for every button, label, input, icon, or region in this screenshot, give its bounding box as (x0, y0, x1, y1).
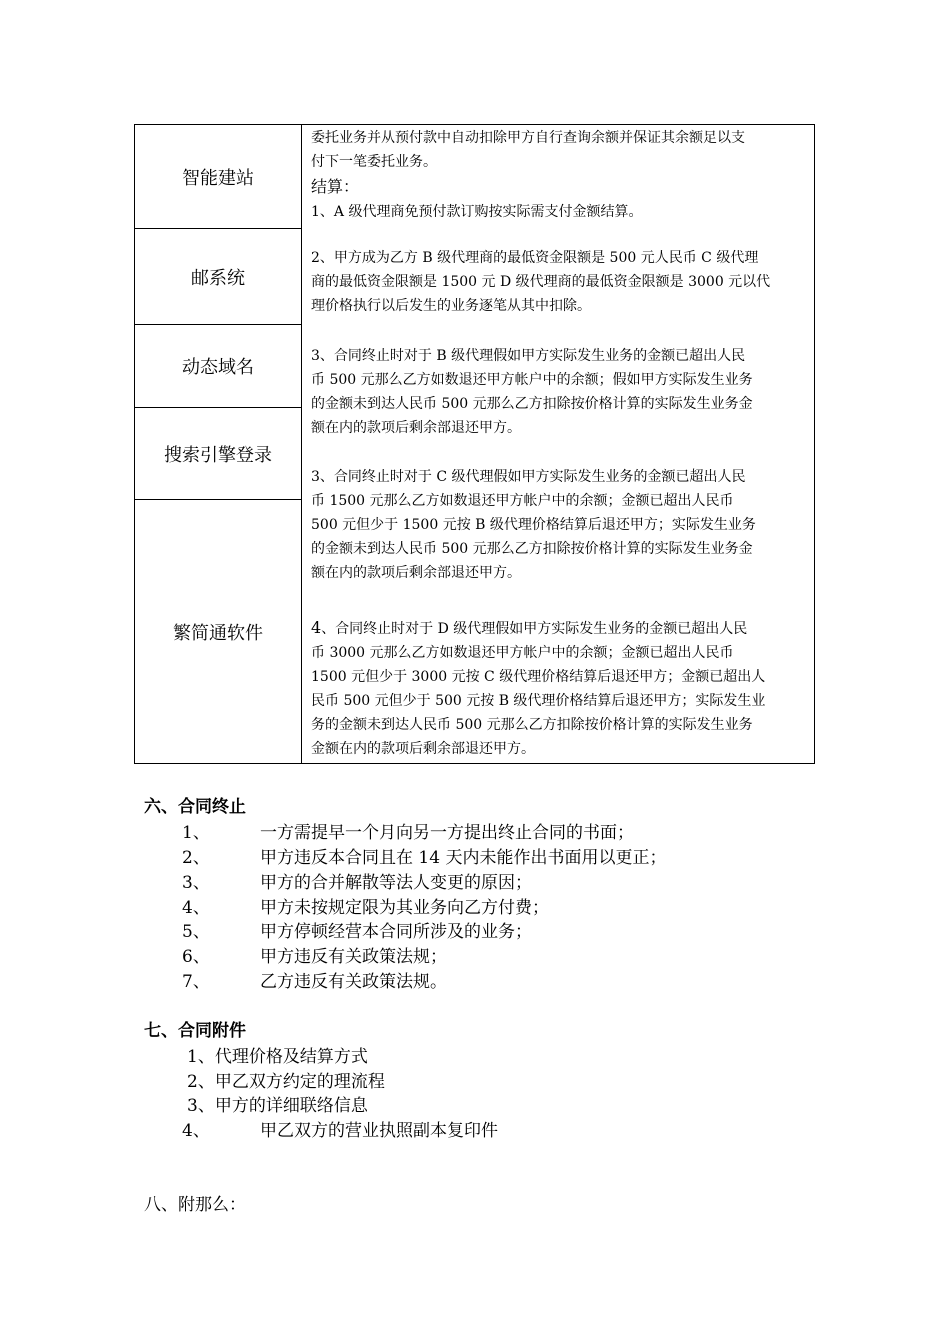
service-cell-mail (135, 229, 301, 325)
item-number: 2、 (182, 848, 210, 868)
text-line: 委托业务并从预付款中自动扣除甲方自行查询余额并保证其余额足以支 (311, 130, 745, 146)
text-line: 的金额未到达人民币 500 元那么乙方扣除按价格计算的实际发生业务金 (311, 541, 753, 557)
text-line: 金额在内的款项后剩余部退还甲方。 (311, 741, 535, 757)
text-line: 1、A 级代理商免预付款订购按实际需支付金额结算。 (311, 204, 643, 220)
list-item: 甲方停顿经营本合同所涉及的业务； (260, 922, 532, 942)
text-line: 币 1500 元那么乙方如数退还甲方帐户中的余额；金额已超出人民币 (311, 493, 734, 509)
section-8-title: 八、附那么： (144, 1195, 246, 1215)
text-line: 商的最低资金限额是 1500 元 D 级代理商的最低资金限额是 3000 元以代 (311, 274, 771, 290)
text-line: 币 500 元那么乙方如数退还甲方帐户中的余额；假如甲方实际发生业务 (311, 372, 753, 388)
text-line: 币 3000 元那么乙方如数退还甲方帐户中的余额；金额已超出人民币 (311, 645, 734, 661)
list-item: 甲方的合并解散等法人变更的原因； (260, 873, 532, 893)
intro-paragraph (311, 126, 811, 174)
settlement-text-column (302, 125, 814, 763)
list-item: 甲方违反本合同且在 14 天内未能作出书面用以更正； (260, 848, 667, 868)
text-line: 付下一笔委托业务。 (311, 154, 437, 170)
settlement-clause-2 (311, 246, 811, 318)
list-item: 一方需提早一个月向另一方提出终止合同的书面； (260, 823, 634, 843)
service-name-column (135, 125, 302, 763)
text-line: 、合同终止时对于 D 级代理假如甲方实际发生业务的金额已超出人民 (321, 621, 748, 637)
text-line: 的金额未到达人民币 500 元那么乙方扣除按价格计算的实际发生业务金 (311, 396, 753, 412)
list-item: 3、甲方的详细联络信息 (187, 1096, 368, 1116)
text-line: 3、合同终止时对于 B 级代理假如甲方实际发生业务的金额已超出人民 (311, 348, 746, 364)
clause-number: 4 (311, 618, 322, 637)
settlement-clause-1 (311, 200, 811, 224)
service-cell-search (135, 408, 301, 500)
text-line: 500 元但少于 1500 元按 B 级代理价格结算后退还甲方；实际发生业务 (311, 517, 756, 533)
item-number: 4、 (182, 1121, 210, 1141)
text-line: 3、合同终止时对于 C 级代理假如甲方实际发生业务的金额已超出人民 (311, 469, 746, 485)
settlement-clause-3b (311, 344, 811, 440)
service-label: 繁简通软件 (173, 622, 263, 644)
list-item: 甲乙双方的营业执照副本复印件 (260, 1121, 498, 1141)
agent-service-table (134, 124, 815, 764)
settlement-heading (311, 175, 811, 199)
text-line: 1500 元但少于 3000 元按 C 级代理价格结算后退还甲方；金额已超出人 (311, 669, 766, 685)
text-line: 务的金额未到达人民币 500 元那么乙方扣除按价格计算的实际发生业务 (311, 717, 753, 733)
list-item: 甲方未按规定限为其业务向乙方付费； (260, 898, 549, 918)
text-line: 结算： (311, 177, 360, 196)
list-item: 乙方违反有关政策法规。 (260, 972, 447, 992)
service-label: 动态域名 (182, 357, 254, 378)
service-cell-dns (135, 325, 301, 408)
text-line: 额在内的款项后剩余部退还甲方。 (311, 420, 521, 436)
section-7-title: 七、合同附件 (144, 1021, 246, 1041)
list-item: 1、代理价格及结算方式 (187, 1047, 368, 1067)
settlement-clause-3c (311, 465, 811, 585)
text-line (311, 616, 811, 641)
service-label: 邮系统 (191, 267, 245, 289)
section-6-title: 六、合同终止 (144, 797, 246, 817)
text-line: 民币 500 元但少于 500 元按 B 级代理价格结算后退还甲方；实际发生业 (311, 693, 766, 709)
item-number: 6、 (182, 947, 210, 967)
text-line: 额在内的款项后剩余部退还甲方。 (311, 565, 521, 581)
text-line: 理价格执行以后发生的业务逐笔从其中扣除。 (311, 298, 591, 314)
service-cell-convert (135, 500, 301, 763)
service-label: 搜索引擎登录 (164, 444, 272, 466)
settlement-clause-4d (311, 616, 811, 761)
list-item: 甲方违反有关政策法规； (260, 947, 447, 967)
item-number: 5、 (182, 922, 210, 942)
item-number: 7、 (182, 972, 210, 992)
text-line: 2、甲方成为乙方 B 级代理商的最低资金限额是 500 元人民币 C 级代理 (311, 250, 759, 266)
list-item: 2、甲乙双方约定的理流程 (187, 1072, 385, 1092)
service-label: 智能建站 (182, 167, 254, 189)
item-number: 3、 (182, 873, 210, 893)
item-number: 1、 (182, 823, 210, 843)
item-number: 4、 (182, 898, 210, 918)
service-cell-smart-site (135, 125, 301, 229)
